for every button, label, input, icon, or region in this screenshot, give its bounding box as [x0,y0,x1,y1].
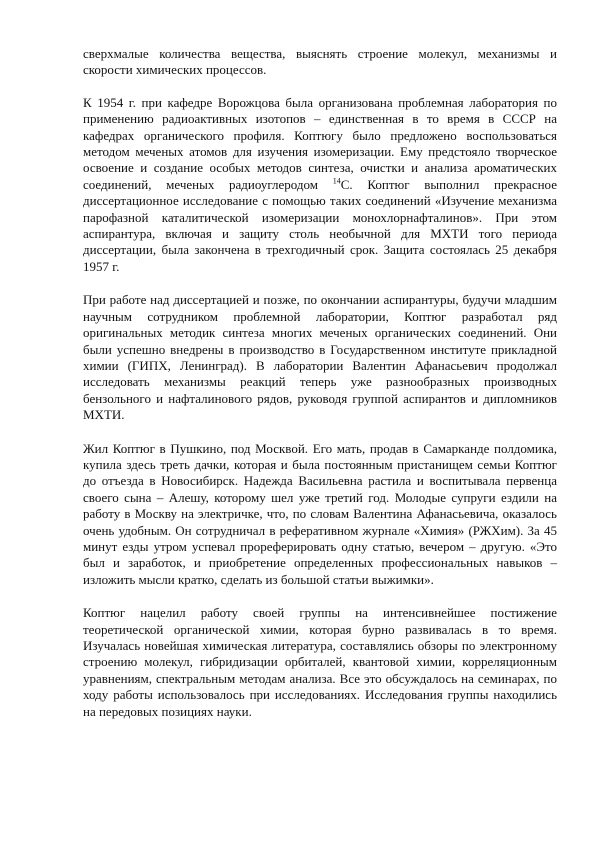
paragraph-labeled-compounds: При работе над диссертацией и позже, по окончании аспирантуры, будучи младшим научным сотрудником проблемной лаборатории, Коптюг разработал ряд оригинальных методик синтеза многих меченых органических соединений. Они были успешно внедрены в производство в Государственном институте прикладной химии (ГИПХ, Ленинград). В лаборатории Валентин Афанасьевич продолжал исследовать механизмы реакций теперь уже разнообразных производных бензольного и нафталинового рядов, руководя группой аспирантов и дипломников МХТИ. [83,292,557,423]
paragraph-text-part: С. Коптюг выполнил прекрасное диссертационное исследование с помощью таких соединений «Изучение механизма парофазной каталитической изомеризации монохлорнафталинов». При этом аспирантура, включая и защиту столь необычной для МХТИ того периода диссертации, была закончена в трехгодичный срок. Защита состоялась 25 декабря 1957 г. [83,176,557,274]
paragraph-continuation: сверхмалые количества вещества, выяснять строение молекул, механизмы и скорости химических процессов. [83,46,557,78]
paragraph-theoretical-chemistry: Коптюг нацелил работу своей группы на интенсивнейшее постижение теоретической органической химии, которая бурно развивалась в то время. Изучалась новейшая химическая литература, составлялись обзоры по электронному строению молекул, гибридизации орбиталей, квантовой химии, корреляционным уравнениям, спектральным методам анализа. Все это обсуждалось на семинарах, по ходу работы использовалось при исследованиях. Исследования группы находились на передовых позициях науки. [83,605,557,719]
document-page [83,46,557,737]
isotope-superscript: 14 [332,176,341,186]
paragraph-text-part: К 1954 г. при кафедре Ворожцова была организована проблемная лаборатория по применению радиоактивных изотопов – единственная в то время в СССР на кафедрах органического профиля. Коптюгу было предложено воспользоваться методом меченых атомов для изучения изомеризации. Ему предстояло творческое освоение и создание особых методов синтеза, очистки и анализа ароматических соединений, меченых радиоуглеродом [83,94,557,192]
paragraph-pushkino: Жил Коптюг в Пушкино, под Москвой. Его мать, продав в Самарканде полдомика, купила здесь треть дачки, которая и была постоянным пристанищем семьи Коптюг до отъезда в Новосибирск. Надежда Васильевна растила и воспитывала первенца своего сына – Алешу, которому шел уже третий год. Молодые супруги ездили на работу в Москву на электричке, что, по словам Валентина Афанасьевича, оказалось очень удобным. Он сотрудничал в реферативном журнале «Химия» (РЖХим). За 45 минут езды утром успевал прореферировать одну статью, вечером – другую. «Это был и заработок, и приобретение определенных профессиональных навыков – изложить мысли кратко, сделать из большой статьи выжимки». [83,440,557,587]
paragraph-isotope-lab [83,95,557,275]
